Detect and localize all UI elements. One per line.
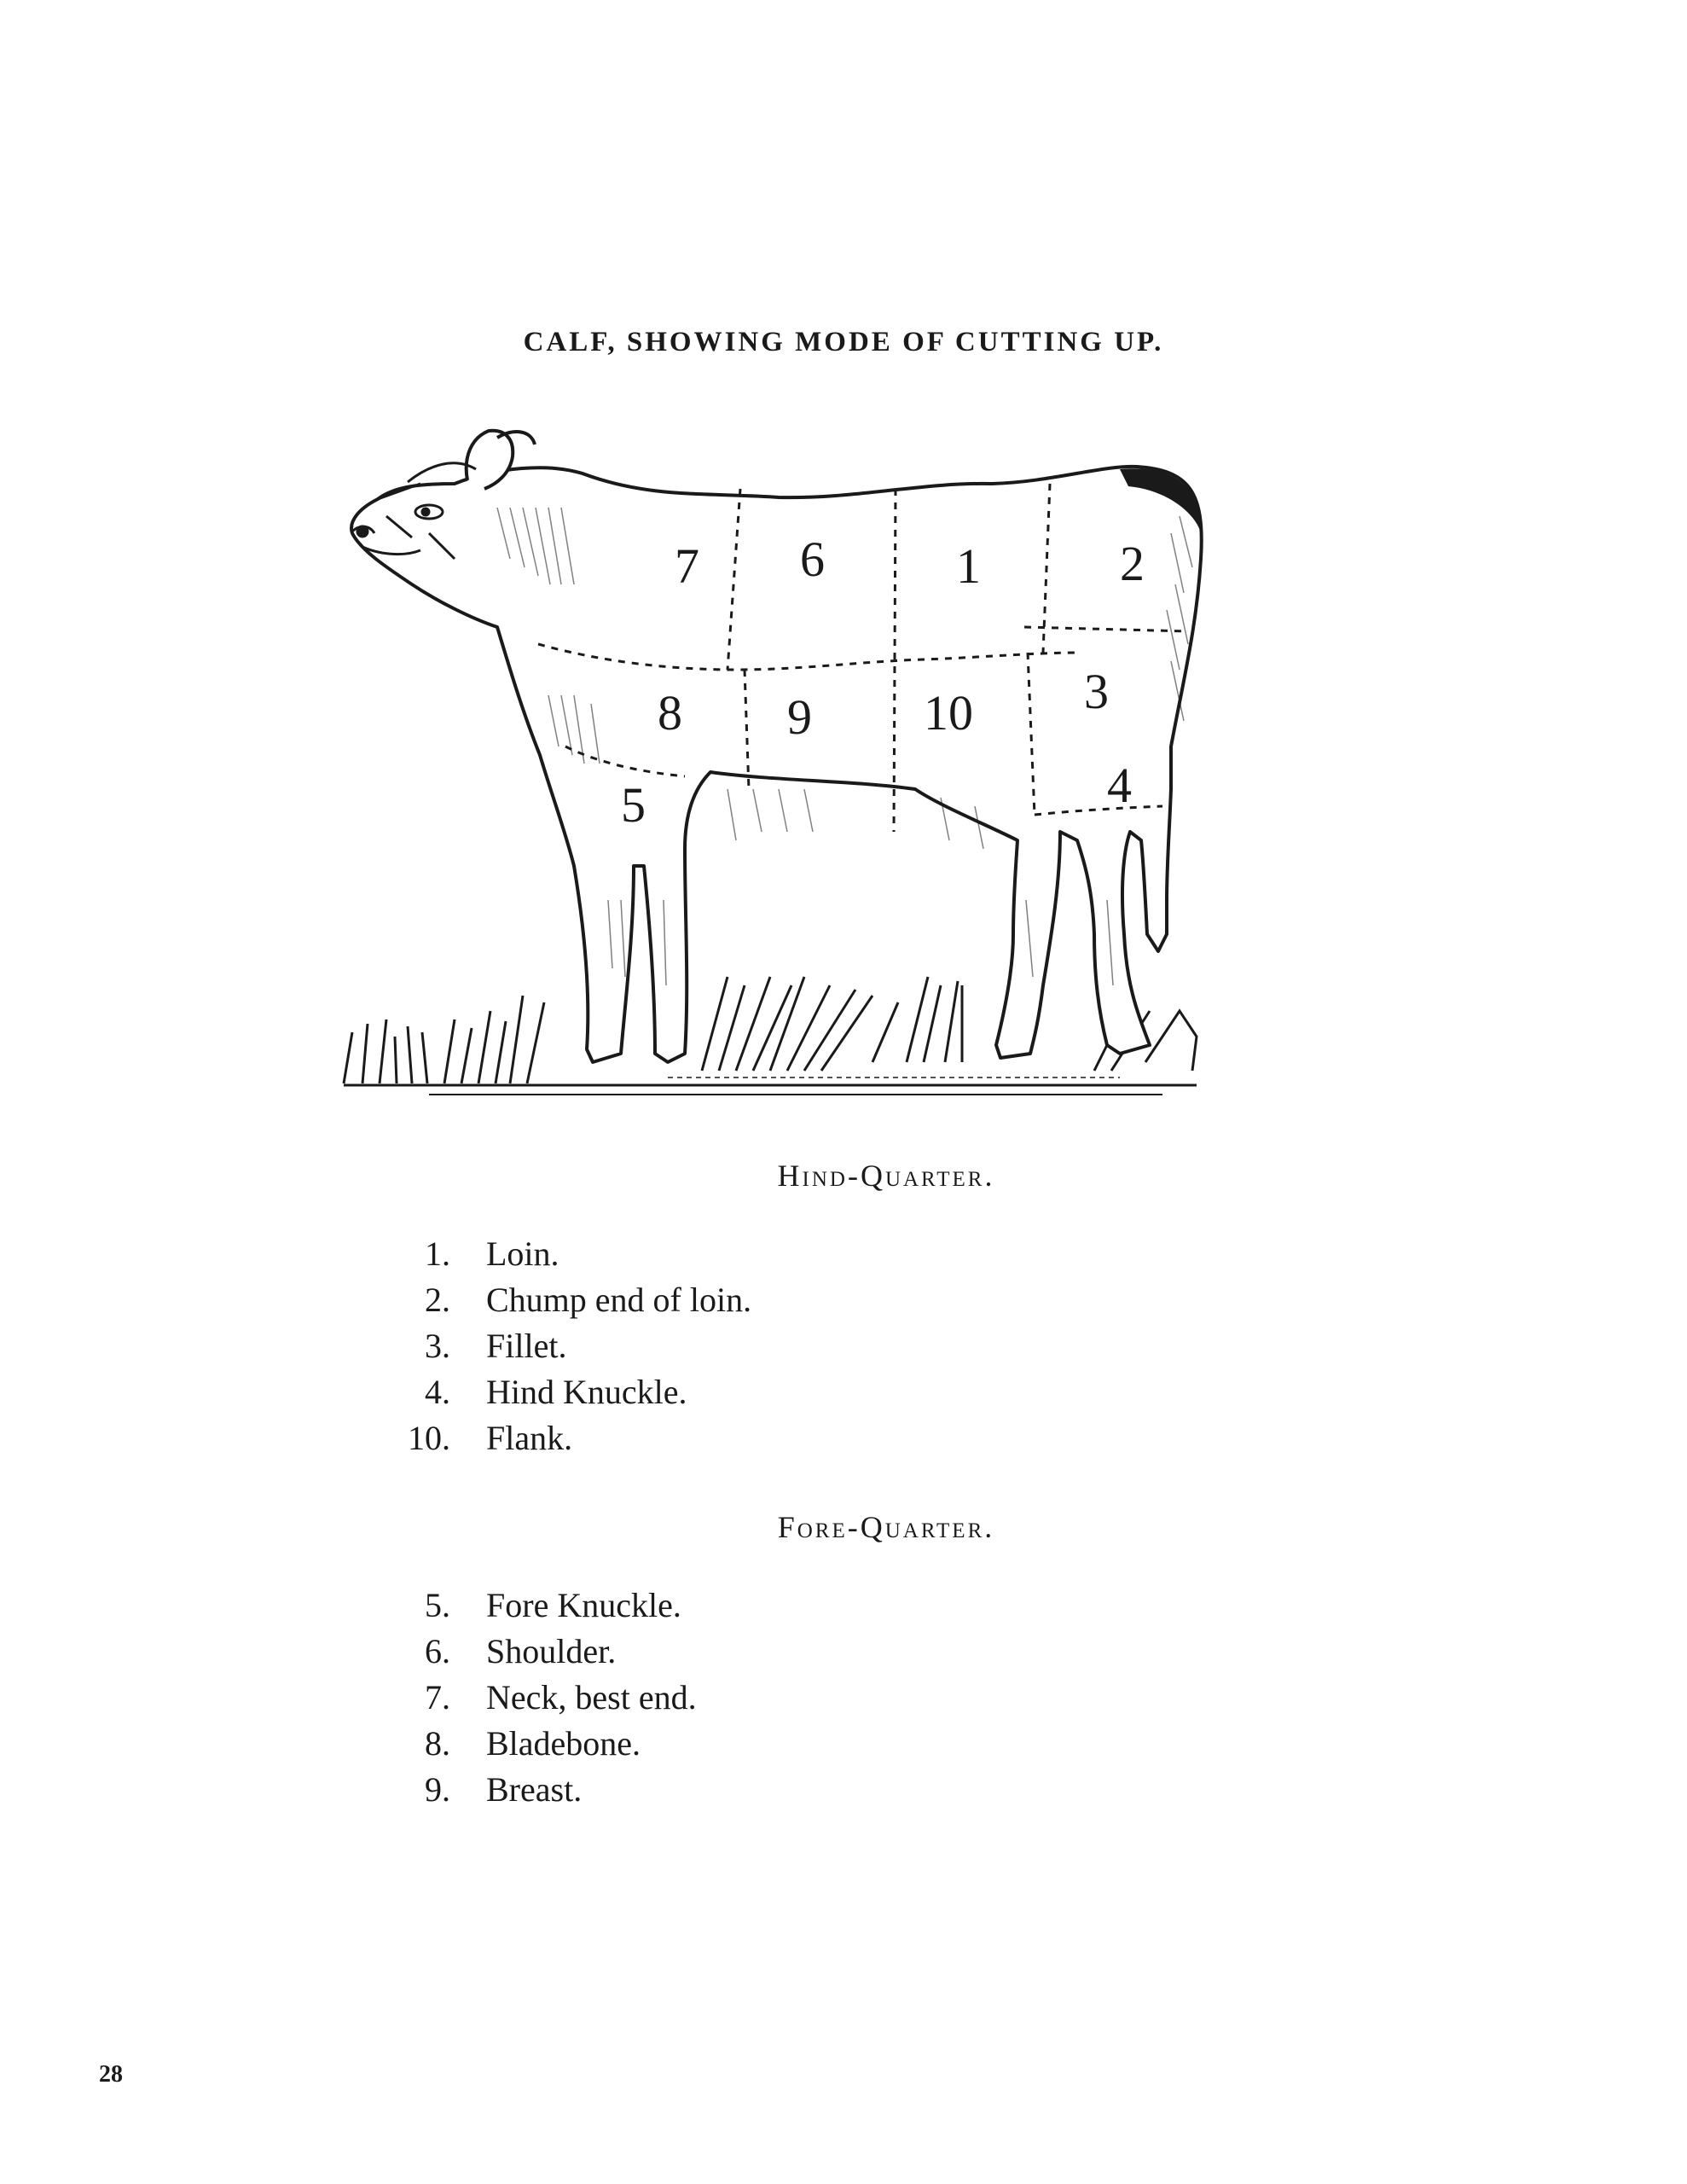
cut-number-1: 1 [956,538,981,594]
item-name: Flank. [486,1419,573,1457]
calf-outline [351,431,1202,1062]
list-item [375,1629,697,1675]
item-name: Neck, best end. [486,1678,697,1716]
cut-number-4: 4 [1107,758,1132,813]
hind-quarter-heading: Hind-Quarter. [777,1159,995,1193]
calf-diagram [327,388,1282,1122]
item-name: Fore Knuckle. [486,1586,681,1624]
item-name: Breast. [486,1770,583,1809]
fore-quarter-heading: Fore-Quarter. [777,1510,995,1544]
item-name: Hind Knuckle. [486,1373,687,1411]
item-name: Fillet. [486,1327,567,1365]
item-number: 6. [425,1632,450,1670]
grass [344,977,1197,1083]
item-name: Loin. [486,1234,559,1273]
list-item [375,1675,697,1721]
item-name: Shoulder. [486,1632,617,1670]
list-item [375,1369,751,1415]
list-item [375,1231,751,1277]
cut-number-9: 9 [787,689,812,745]
list-item [375,1721,697,1767]
fore-quarter-list [375,1583,697,1813]
cut-number-3: 3 [1084,664,1109,719]
cut-number-6: 6 [800,531,825,587]
cut-number-2: 2 [1120,536,1145,591]
item-number: 2. [425,1281,450,1319]
cut-number-8: 8 [658,685,682,741]
page-title: CALF, SHOWING MODE OF CUTTING UP. [523,327,1164,357]
cut-number-5: 5 [621,777,646,833]
calf-illustration [327,388,1282,1122]
page-number: 28 [99,2061,123,2088]
item-number: 10. [408,1419,450,1457]
hind-quarter-list [375,1231,751,1461]
item-number: 8. [425,1724,450,1763]
item-name: Bladebone. [486,1724,641,1763]
item-name: Chump end of loin. [486,1281,752,1319]
cut-number-10: 10 [924,685,973,741]
list-item [375,1415,751,1461]
ground [344,1077,1197,1095]
list-item [375,1767,697,1813]
item-number: 5. [425,1586,450,1624]
list-item [375,1277,751,1323]
item-number: 9. [425,1770,450,1809]
list-item [375,1323,751,1369]
item-number: 4. [425,1373,450,1411]
item-number: 3. [425,1327,450,1365]
list-item [375,1583,697,1629]
item-number: 1. [425,1234,450,1273]
cut-number-7: 7 [675,538,699,594]
item-number: 7. [425,1678,450,1716]
